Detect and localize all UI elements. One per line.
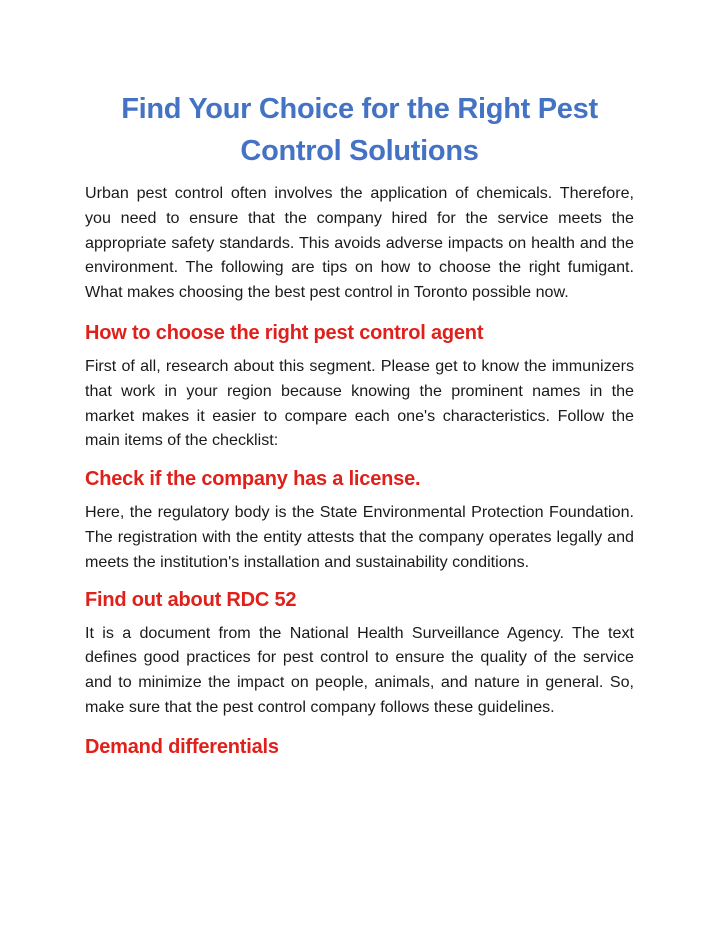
section-heading-license: Check if the company has a license. [85, 468, 421, 491]
section-heading-demand-differentials: Demand differentials [85, 735, 279, 758]
section-heading-choose-agent: How to choose the right pest control agent [85, 321, 484, 344]
intro-paragraph: Urban pest control often involves the application of chemicals. Therefore, you need to ensure that the company hired for the service meets the appropriate safety standards. This avoids adverse impacts on health and the environment. The following are tips on how to choose the right fumigant. What makes choosing the best pest control in Toronto possible now. [85, 184, 634, 302]
page-title: Find Your Choice for the Right Pest Control Solutions [121, 93, 598, 167]
section-heading-rdc-52: Find out about RDC 52 [85, 588, 297, 611]
document-page [85, 88, 634, 761]
section-body-choose-agent: First of all, research about this segment. Please get to know the immunizers that work in your region because knowing the prominent names in the market makes it easier to compare each one's characteristics. Follow the main items of the checklist: [85, 356, 634, 450]
section-body-rdc-52: It is a document from the National Health Surveillance Agency. The text defines good practices for pest control to ensure the quality of the service and to minimize the impact on people, animals, and nature in general. So, make sure that the pest control company follows these guidelines. [85, 623, 634, 716]
section-body-license: Here, the regulatory body is the State Environmental Protection Foundation. The registration with the entity attests that the company operates legally and meets the institution's installation and sustainability conditions. [85, 503, 634, 571]
